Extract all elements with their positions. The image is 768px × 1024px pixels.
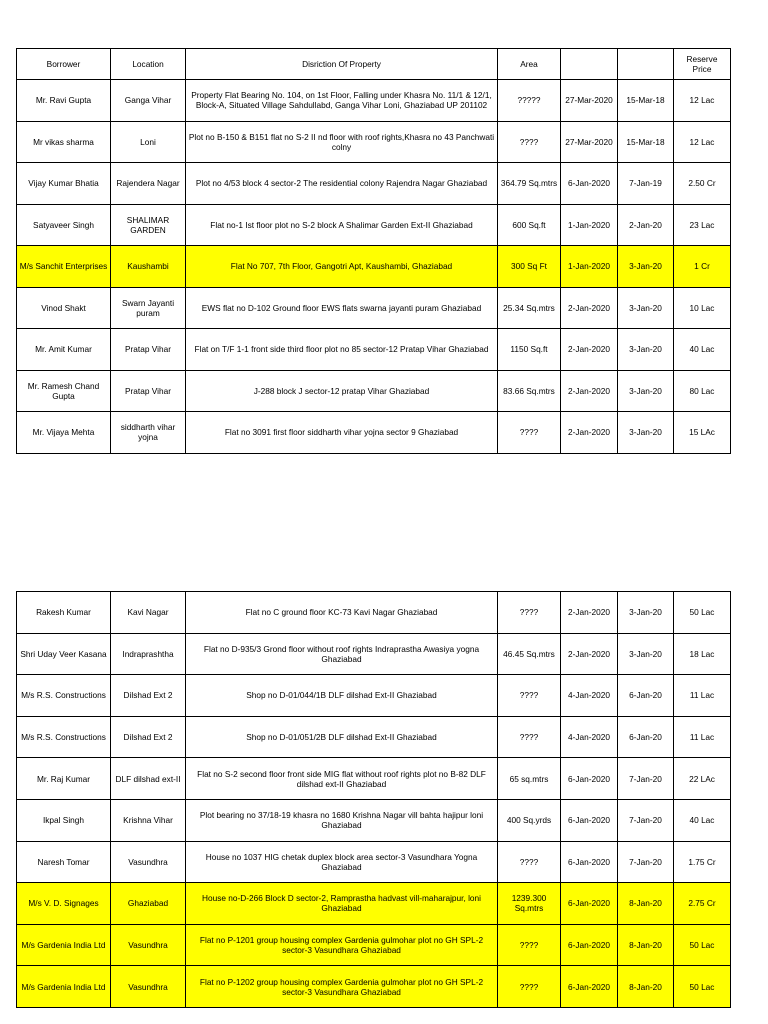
location-cell: Rajendera Nagar bbox=[111, 163, 186, 205]
reserve-price-cell: 15 LAc bbox=[674, 412, 731, 454]
borrower-cell: M/s V. D. Signages bbox=[17, 883, 111, 925]
reserve-price-cell: 11 Lac bbox=[674, 675, 731, 717]
property-table-1 bbox=[16, 48, 731, 454]
date2-cell: 2-Jan-20 bbox=[618, 204, 674, 246]
description-cell: Flat No 707, 7th Floor, Gangotri Apt, Kaushambi, Ghaziabad bbox=[186, 246, 498, 288]
table-row bbox=[17, 924, 731, 966]
header-area: Area bbox=[498, 49, 561, 80]
header-date2 bbox=[618, 49, 674, 80]
reserve-price-cell: 50 Lac bbox=[674, 592, 731, 634]
table-row bbox=[17, 716, 731, 758]
reserve-price-cell: 2.50 Cr bbox=[674, 163, 731, 205]
borrower-cell: Shri Uday Veer Kasana bbox=[17, 633, 111, 675]
date1-cell: 2-Jan-2020 bbox=[561, 633, 618, 675]
area-cell: ????? bbox=[498, 80, 561, 122]
reserve-price-cell: 80 Lac bbox=[674, 370, 731, 412]
location-cell: Vasundhra bbox=[111, 841, 186, 883]
date2-cell: 3-Jan-20 bbox=[618, 633, 674, 675]
header-row bbox=[17, 49, 731, 80]
date2-cell: 3-Jan-20 bbox=[618, 287, 674, 329]
table-row bbox=[17, 287, 731, 329]
table-row bbox=[17, 204, 731, 246]
property-table-1-body bbox=[17, 49, 731, 454]
reserve-price-cell: 50 Lac bbox=[674, 924, 731, 966]
date2-cell: 6-Jan-20 bbox=[618, 716, 674, 758]
area-cell: 364.79 Sq.mtrs bbox=[498, 163, 561, 205]
table-row bbox=[17, 592, 731, 634]
reserve-price-cell: 18 Lac bbox=[674, 633, 731, 675]
borrower-cell: Naresh Tomar bbox=[17, 841, 111, 883]
reserve-price-cell: 12 Lac bbox=[674, 80, 731, 122]
description-cell: EWS flat no D-102 Ground floor EWS flats swarna jayanti puram Ghaziabad bbox=[186, 287, 498, 329]
date2-cell: 3-Jan-20 bbox=[618, 329, 674, 371]
header-location: Location bbox=[111, 49, 186, 80]
area-cell: ???? bbox=[498, 841, 561, 883]
date1-cell: 6-Jan-2020 bbox=[561, 758, 618, 800]
table-row bbox=[17, 329, 731, 371]
date1-cell: 2-Jan-2020 bbox=[561, 287, 618, 329]
borrower-cell: Mr vikas sharma bbox=[17, 121, 111, 163]
borrower-cell: Mr. Vijaya Mehta bbox=[17, 412, 111, 454]
borrower-cell: Satyaveer Singh bbox=[17, 204, 111, 246]
reserve-price-cell: 12 Lac bbox=[674, 121, 731, 163]
location-cell: Vasundhra bbox=[111, 966, 186, 1008]
location-cell: Vasundhra bbox=[111, 924, 186, 966]
date2-cell: 15-Mar-18 bbox=[618, 80, 674, 122]
area-cell: ???? bbox=[498, 592, 561, 634]
date1-cell: 4-Jan-2020 bbox=[561, 716, 618, 758]
date2-cell: 7-Jan-19 bbox=[618, 163, 674, 205]
date1-cell: 2-Jan-2020 bbox=[561, 370, 618, 412]
date1-cell: 2-Jan-2020 bbox=[561, 412, 618, 454]
borrower-cell: M/s Gardenia India Ltd bbox=[17, 924, 111, 966]
date2-cell: 8-Jan-20 bbox=[618, 883, 674, 925]
location-cell: Dilshad Ext 2 bbox=[111, 675, 186, 717]
reserve-price-cell: 50 Lac bbox=[674, 966, 731, 1008]
date2-cell: 7-Jan-20 bbox=[618, 758, 674, 800]
reserve-price-cell: 2.75 Cr bbox=[674, 883, 731, 925]
borrower-cell: Vijay Kumar Bhatia bbox=[17, 163, 111, 205]
table-row bbox=[17, 633, 731, 675]
date1-cell: 27-Mar-2020 bbox=[561, 121, 618, 163]
location-cell: Loni bbox=[111, 121, 186, 163]
location-cell: Ghaziabad bbox=[111, 883, 186, 925]
location-cell: Indraprashtha bbox=[111, 633, 186, 675]
table-row bbox=[17, 799, 731, 841]
area-cell: 65 sq.mtrs bbox=[498, 758, 561, 800]
table-row bbox=[17, 246, 731, 288]
area-cell: 400 Sq.yrds bbox=[498, 799, 561, 841]
description-cell: Flat no P-1201 group housing complex Gardenia gulmohar plot no GH SPL-2 sector-3 Vasundhara Ghaziabad bbox=[186, 924, 498, 966]
date1-cell: 6-Jan-2020 bbox=[561, 924, 618, 966]
date1-cell: 1-Jan-2020 bbox=[561, 204, 618, 246]
borrower-cell: M/s R.S. Constructions bbox=[17, 716, 111, 758]
area-cell: ???? bbox=[498, 966, 561, 1008]
location-cell: siddharth vihar yojna bbox=[111, 412, 186, 454]
area-cell: 83.66 Sq.mtrs bbox=[498, 370, 561, 412]
date1-cell: 4-Jan-2020 bbox=[561, 675, 618, 717]
borrower-cell: Mr. Ravi Gupta bbox=[17, 80, 111, 122]
borrower-cell: Rakesh Kumar bbox=[17, 592, 111, 634]
property-table-2 bbox=[16, 591, 731, 1008]
description-cell: Flat no-1 Ist floor plot no S-2 block A Shalimar Garden Ext-II Ghaziabad bbox=[186, 204, 498, 246]
header-reserve-price: Reserve Price bbox=[674, 49, 731, 80]
date1-cell: 2-Jan-2020 bbox=[561, 329, 618, 371]
table-row bbox=[17, 370, 731, 412]
reserve-price-cell: 1.75 Cr bbox=[674, 841, 731, 883]
reserve-price-cell: 22 LAc bbox=[674, 758, 731, 800]
description-cell: Flat no P-1202 group housing complex Gardenia gulmohar plot no GH SPL-2 sector-3 Vasundhara Ghaziabad bbox=[186, 966, 498, 1008]
area-cell: ???? bbox=[498, 121, 561, 163]
description-cell: Flat on T/F 1-1 front side third floor plot no 85 sector-12 Pratap Vihar Ghaziabad bbox=[186, 329, 498, 371]
borrower-cell: Mr. Amit Kumar bbox=[17, 329, 111, 371]
date2-cell: 8-Jan-20 bbox=[618, 966, 674, 1008]
date2-cell: 3-Jan-20 bbox=[618, 370, 674, 412]
borrower-cell: Mr. Raj Kumar bbox=[17, 758, 111, 800]
property-table-2-body bbox=[17, 592, 731, 1008]
date2-cell: 7-Jan-20 bbox=[618, 799, 674, 841]
area-cell: 25.34 Sq.mtrs bbox=[498, 287, 561, 329]
location-cell: Pratap Vihar bbox=[111, 329, 186, 371]
area-cell: ???? bbox=[498, 924, 561, 966]
table-row bbox=[17, 121, 731, 163]
date1-cell: 6-Jan-2020 bbox=[561, 883, 618, 925]
borrower-cell: M/s R.S. Constructions bbox=[17, 675, 111, 717]
date2-cell: 6-Jan-20 bbox=[618, 675, 674, 717]
location-cell: Krishna Vihar bbox=[111, 799, 186, 841]
location-cell: Dilshad Ext 2 bbox=[111, 716, 186, 758]
date1-cell: 2-Jan-2020 bbox=[561, 592, 618, 634]
date1-cell: 6-Jan-2020 bbox=[561, 163, 618, 205]
description-cell: Flat no D-935/3 Grond floor without roof rights Indraprastha Awasiya yogna Ghaziabad bbox=[186, 633, 498, 675]
area-cell: 46.45 Sq.mtrs bbox=[498, 633, 561, 675]
date1-cell: 1-Jan-2020 bbox=[561, 246, 618, 288]
area-cell: 1150 Sq.ft bbox=[498, 329, 561, 371]
reserve-price-cell: 40 Lac bbox=[674, 799, 731, 841]
description-cell: Shop no D-01/044/1B DLF dilshad Ext-II Ghaziabad bbox=[186, 675, 498, 717]
reserve-price-cell: 10 Lac bbox=[674, 287, 731, 329]
description-cell: Plot no 4/53 block 4 sector-2 The residential colony Rajendra Nagar Ghaziabad bbox=[186, 163, 498, 205]
reserve-price-cell: 1 Cr bbox=[674, 246, 731, 288]
date2-cell: 15-Mar-18 bbox=[618, 121, 674, 163]
borrower-cell: Ikpal Singh bbox=[17, 799, 111, 841]
description-cell: Flat no 3091 first floor siddharth vihar yojna sector 9 Ghaziabad bbox=[186, 412, 498, 454]
description-cell: House no-D-266 Block D sector-2, Ramprastha hadvast vill-maharajpur, loni Ghaziabad bbox=[186, 883, 498, 925]
reserve-price-cell: 23 Lac bbox=[674, 204, 731, 246]
table-row bbox=[17, 163, 731, 205]
area-cell: 300 Sq Ft bbox=[498, 246, 561, 288]
table-row bbox=[17, 841, 731, 883]
borrower-cell: Vinod Shakt bbox=[17, 287, 111, 329]
description-cell: House no 1037 HIG chetak duplex block area sector-3 Vasundhara Yogna Ghaziabad bbox=[186, 841, 498, 883]
area-cell: 600 Sq.ft bbox=[498, 204, 561, 246]
table-row bbox=[17, 883, 731, 925]
description-cell: Property Flat Bearing No. 104, on 1st Floor, Falling under Khasra No. 11/1 & 12/1, Block-A, Situated Village Sahdullabd, Ganga Vihar Loni, Ghaziabad UP 201102 bbox=[186, 80, 498, 122]
location-cell: Kaushambi bbox=[111, 246, 186, 288]
table-row bbox=[17, 966, 731, 1008]
date2-cell: 7-Jan-20 bbox=[618, 841, 674, 883]
date2-cell: 8-Jan-20 bbox=[618, 924, 674, 966]
borrower-cell: M/s Gardenia India Ltd bbox=[17, 966, 111, 1008]
header-description: Disriction Of Property bbox=[186, 49, 498, 80]
area-cell: 1239.300 Sq.mtrs bbox=[498, 883, 561, 925]
area-cell: ???? bbox=[498, 675, 561, 717]
date2-cell: 3-Jan-20 bbox=[618, 246, 674, 288]
description-cell: Plot bearing no 37/18-19 khasra no 1680 Krishna Nagar vill bahta hajipur loni Ghaziabad bbox=[186, 799, 498, 841]
area-cell: ???? bbox=[498, 716, 561, 758]
location-cell: Ganga Vihar bbox=[111, 80, 186, 122]
description-cell: Flat no C ground floor KC-73 Kavi Nagar Ghaziabad bbox=[186, 592, 498, 634]
location-cell: Kavi Nagar bbox=[111, 592, 186, 634]
reserve-price-cell: 40 Lac bbox=[674, 329, 731, 371]
location-cell: SHALIMAR GARDEN bbox=[111, 204, 186, 246]
description-cell: Plot no B-150 & B151 flat no S-2 II nd floor with roof rights,Khasra no 43 Panchwati colny bbox=[186, 121, 498, 163]
date2-cell: 3-Jan-20 bbox=[618, 592, 674, 634]
table-row bbox=[17, 80, 731, 122]
header-borrower: Borrower bbox=[17, 49, 111, 80]
description-cell: Flat no S-2 second floor front side MIG flat without roof rights plot no B-82 DLF dilshad ext-II Ghaziabad bbox=[186, 758, 498, 800]
area-cell: ???? bbox=[498, 412, 561, 454]
table-row bbox=[17, 675, 731, 717]
borrower-cell: Mr. Ramesh Chand Gupta bbox=[17, 370, 111, 412]
table-row bbox=[17, 758, 731, 800]
table-row bbox=[17, 412, 731, 454]
description-cell: Shop no D-01/051/2B DLF dilshad Ext-II Ghaziabad bbox=[186, 716, 498, 758]
date1-cell: 6-Jan-2020 bbox=[561, 799, 618, 841]
borrower-cell: M/s Sanchit Enterprises bbox=[17, 246, 111, 288]
description-cell: J-288 block J sector-12 pratap Vihar Ghaziabad bbox=[186, 370, 498, 412]
reserve-price-cell: 11 Lac bbox=[674, 716, 731, 758]
date1-cell: 6-Jan-2020 bbox=[561, 966, 618, 1008]
date2-cell: 3-Jan-20 bbox=[618, 412, 674, 454]
header-date1 bbox=[561, 49, 618, 80]
location-cell: Pratap Vihar bbox=[111, 370, 186, 412]
date1-cell: 6-Jan-2020 bbox=[561, 841, 618, 883]
location-cell: Swarn Jayanti puram bbox=[111, 287, 186, 329]
location-cell: DLF dilshad ext-II bbox=[111, 758, 186, 800]
date1-cell: 27-Mar-2020 bbox=[561, 80, 618, 122]
